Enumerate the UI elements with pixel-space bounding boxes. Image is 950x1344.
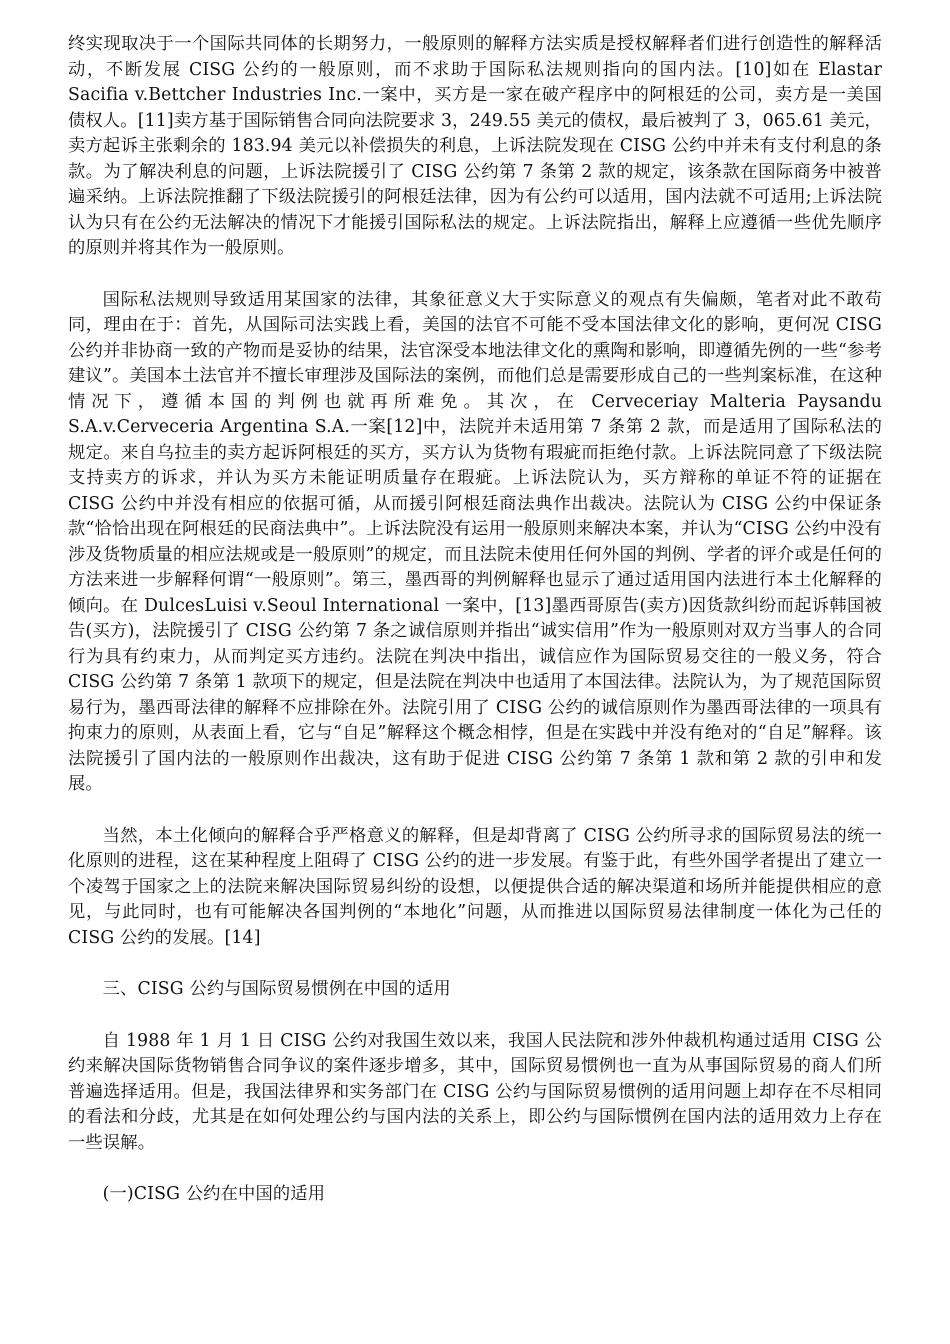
paragraph-body: 当然，本土化倾向的解释合乎严格意义的解释，但是却背离了 CISG 公约所寻求的国际贸易法的统一化原则的进程，这在某种程度上阻碍了 CISG 公约的进一步发展。有鉴于此，有些外国学者提出了建立一个凌驾于国家之上的法院来解决国际贸易纠纷的设想，以便提供合适的解决渠道和场所并能提供相应的意见，与此同时，也有可能解决各国判例的“本地化”问题，从而推进以国际贸易法律制度一体化为己任的 CISG 公约的发展。[14] xyxy=(68,825,882,948)
paragraph-continuation: 终实现取决于一个国际共同体的长期努力，一般原则的解释方法实质是授权解释者们进行创造性的解释活动，不断发展 CISG 公约的一般原则，而不求助于国际私法规则指向的国内法。[10]如在 Elastar Sacifia v.Bettcher Industries Inc.一案中，买方是一家在破产程序中的阿根廷的公司，卖方是一美国债权人。[11]卖方基于国际销售合同向法院要求 3，249.55 美元的债权，最后被判了 3，065.61 美元，卖方起诉主张剩余的 183.94 美元以补偿损失的利息，上诉法院发现在 CISG 公约中并未有支付利息的条款。为了解决利息的问题，上诉法院援引了 CISG 公约第 7 条第 2 款的规定，该条款在国际商务中被普遍采纳。上诉法院推翻了下级法院援引的阿根廷法律，因为有公约可以适用，国内法就不可适用;上诉法院认为只有在公约无法解决的情况下才能援引国际私法的规定。上诉法院指出，解释上应遵循一些优先顺序的原则并将其作为一般原则。 xyxy=(68,34,882,258)
paragraph-gap xyxy=(68,798,882,824)
paragraph-gap xyxy=(68,951,882,977)
document-page xyxy=(68,32,882,1208)
subsection-heading: (一)CISG 公约在中国的适用 xyxy=(102,1184,326,1204)
paragraph-gap xyxy=(68,1156,882,1182)
paragraph-body: 国际私法规则导致适用某国家的法律，其象征意义大于实际意义的观点有失偏颇，笔者对此不敢苟同，理由在于：首先，从国际司法实践上看，美国的法官不可能不受本国法律文化的影响，更何况 CISG 公约并非协商一致的产物而是妥协的结果，法官深受本地法律文化的熏陶和影响，即遵循先例的一些“参考建议”。美国本土法官并不擅长审理涉及国际法的案例，而他们总是需要形成自己的一些判案标准，在这种情况下，遵循本国的判例也就再所难免。其次，在 Cerveceriay Malteria Paysandu S.A.v.Cerveceria Argentina S.A.一案[12]中，法院并未适用第 7 条第 2 款，而是适用了国际私法的规定。来自乌拉圭的卖方起诉阿根廷的买方，买方认为货物有瑕疵而拒绝付款。上诉法院同意了下级法院支持卖方的诉求，并认为买方未能证明质量存在瑕疵。上诉法院认为，买方辩称的单证不符的证据在 CISG 公约中并没有相应的依据可循，从而援引阿根廷商法典作出裁决。法院认为 CISG 公约中保证条款“恰恰出现在阿根廷的民商法典中”。上诉法院没有运用一般原则来解决本案，并认为“CISG 公约中没有涉及货物质量的相应法规或是一般原则”的规定，而且法院未使用任何外国的判例、学者的评介或是任何的方法来进一步解释何谓“一般原则”。第三，墨西哥的判例解释也显示了通过适用国内法进行本土化解释的倾向。在 DulcesLuisi v.Seoul International 一案中，[13]墨西哥原告(卖方)因货款纠纷而起诉韩国被告(买方)，法院援引了 CISG 公约第 7 条之诚信原则并指出“诚实信用”作为一般原则对双方当事人的合同行为具有约束力，从而判定买方违约。法院在判决中指出，诚信应作为国际贸易交往的一般义务，符合 CISG 公约第 7 条第 1 款项下的规定，但是法院在判决中也适用了本国法律。法院认为，为了规范国际贸易行为，墨西哥法律的解释不应排除在外。法院引用了 CISG 公约的诚信原则作为墨西哥法律的一项具有拘束力的原则，从表面上看，它与“自足”解释这个概念相悖，但是在实践中并没有绝对的“自足”解释。该法院援引了国内法的一般原则作出裁决，这有助于促进 CISG 公约第 7 条第 1 款和第 2 款的引申和发展。 xyxy=(68,289,882,794)
section-heading: 三、CISG 公约与国际贸易惯例在中国的适用 xyxy=(102,979,451,999)
paragraph-gap xyxy=(68,262,882,288)
paragraph-body: 自 1988 年 1 月 1 日 CISG 公约对我国生效以来，我国人民法院和涉外仲裁机构通过适用 CISG 公约来解决国际货物销售合同争议的案件逐步增多，其中，国际贸易惯例也一直为从事国际贸易的商人们所普遍选择适用。但是，我国法律界和实务部门在 CISG 公约与国际贸易惯例的适用问题上却存在不尽相同的看法和分歧，尤其是在如何处理公约与国内法的关系上，即公约与国际惯例在国内法的适用效力上存在一些误解。 xyxy=(68,1030,882,1153)
paragraph-gap xyxy=(68,1003,882,1029)
